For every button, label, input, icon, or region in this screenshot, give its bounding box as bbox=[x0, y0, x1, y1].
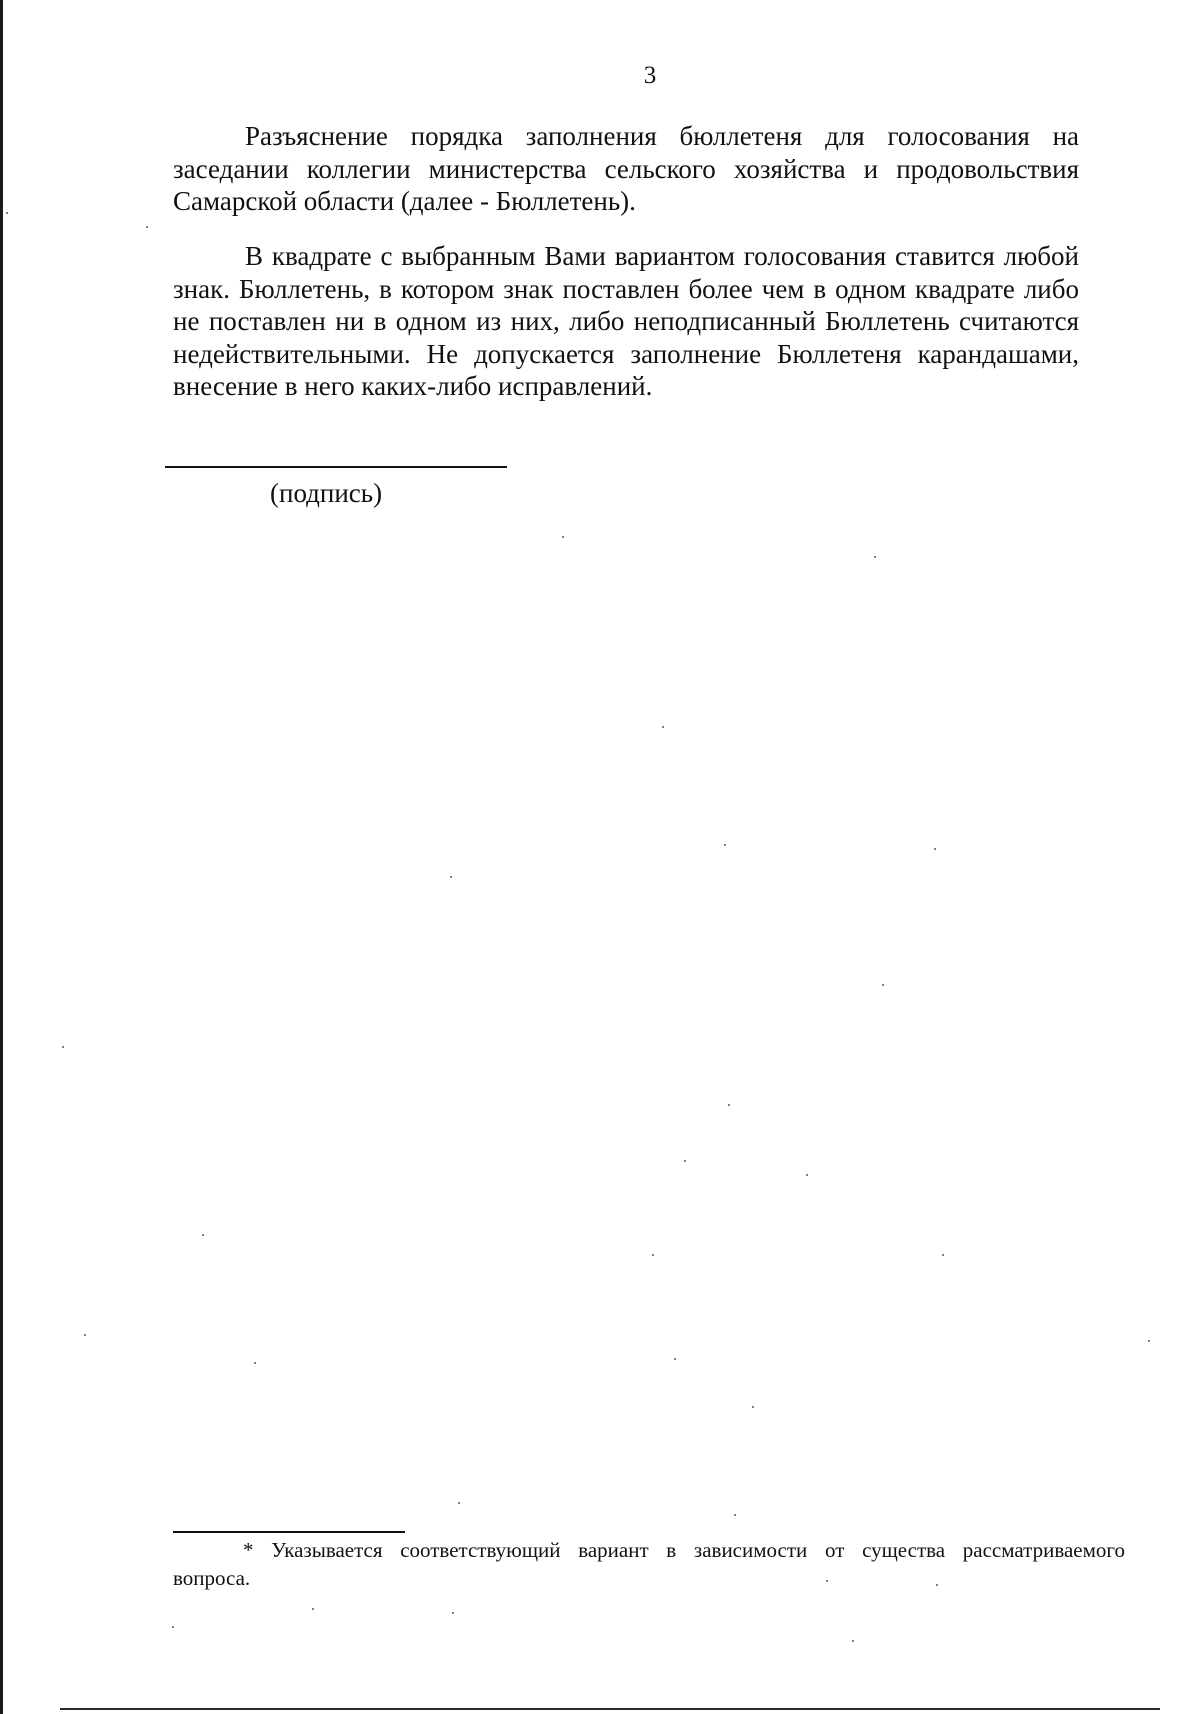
scan-speck bbox=[1148, 1340, 1150, 1342]
scan-speck bbox=[458, 1502, 460, 1504]
scan-speck bbox=[728, 1104, 730, 1106]
scan-speck bbox=[312, 1608, 314, 1610]
scan-speck bbox=[826, 1580, 828, 1582]
footnote-rule bbox=[173, 1531, 405, 1533]
scan-speck bbox=[146, 226, 148, 228]
scan-speck bbox=[936, 1584, 938, 1586]
scan-speck bbox=[6, 212, 8, 214]
scan-speck bbox=[852, 1640, 854, 1642]
scan-speck bbox=[942, 1254, 944, 1256]
scan-speck bbox=[752, 1406, 754, 1408]
scan-speck bbox=[202, 1234, 204, 1236]
paragraph-explanation-title: Разъяснение порядка заполнения бюллетеня для голосования на заседании коллегии министерства сельского хозяйства и продовольствия Самарской области (далее - Бюллетень). bbox=[173, 121, 1079, 216]
scan-speck bbox=[652, 1254, 654, 1256]
page-number: 3 bbox=[643, 62, 657, 89]
scan-speck bbox=[806, 1174, 808, 1176]
scan-edge-bottom bbox=[60, 1708, 1160, 1710]
scan-speck bbox=[450, 876, 452, 878]
scan-speck bbox=[674, 1358, 676, 1360]
scan-speck bbox=[62, 1046, 64, 1048]
signature-line bbox=[165, 466, 507, 468]
scan-edge-left bbox=[0, 0, 3, 1714]
scan-speck bbox=[882, 984, 884, 986]
paragraph-voting-instructions: В квадрате с выбранным Вами вариантом голосования ставится любой знак. Бюллетень, в котором знак поставлен более чем в одном квадрате либо не поставлен ни в одном из них, либо неподписанный Бюллетень считаются недействительными. Не допускается заполнение Бюллетеня карандашами, внесение в него каких-либо исправлений. bbox=[173, 241, 1079, 401]
footnote: * Указывается соответствующий вариант в зависимости от существа рассматриваемого вопроса. bbox=[173, 1538, 1125, 1590]
scan-speck bbox=[662, 726, 664, 728]
scan-speck bbox=[874, 556, 876, 558]
scan-speck bbox=[934, 848, 936, 850]
scan-speck bbox=[724, 844, 726, 846]
scan-speck bbox=[254, 1362, 256, 1364]
scan-speck bbox=[84, 1334, 86, 1336]
scan-speck bbox=[684, 1160, 686, 1162]
scan-speck bbox=[172, 1626, 174, 1628]
scan-speck bbox=[734, 1514, 736, 1516]
scan-speck bbox=[452, 1612, 454, 1614]
scan-speck bbox=[562, 536, 564, 538]
signature-caption: (подпись) bbox=[270, 478, 383, 508]
